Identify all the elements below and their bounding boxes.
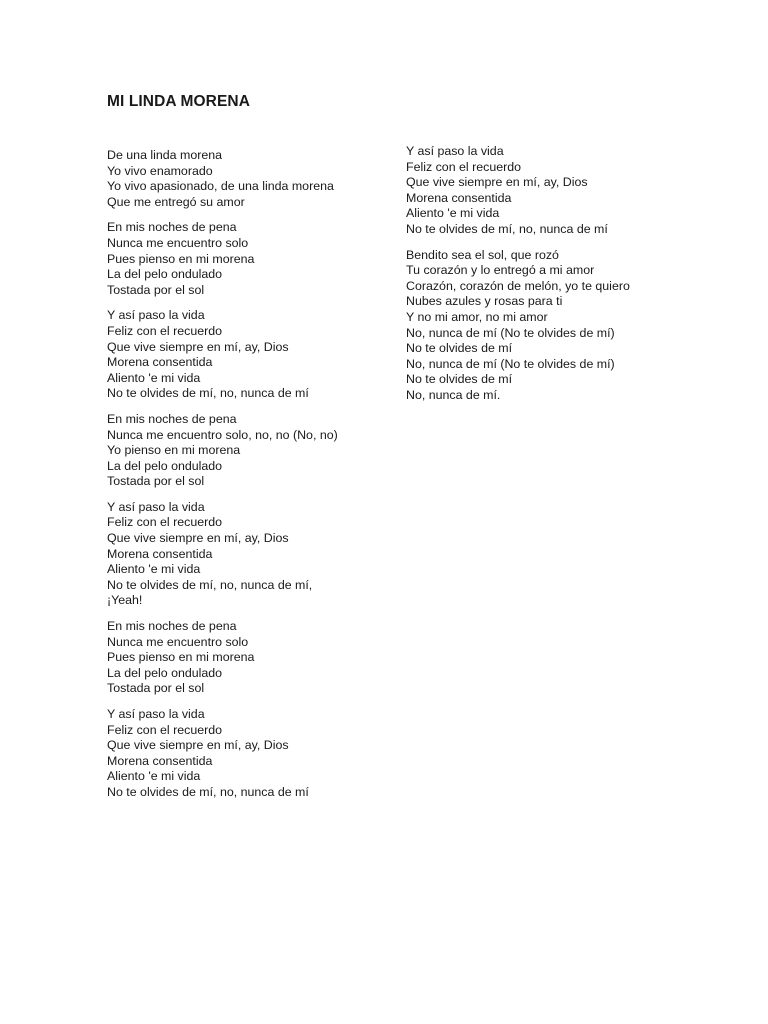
- lyric-line: Que me entregó su amor: [107, 194, 245, 209]
- lyric-line: En mis noches de pena: [107, 220, 237, 235]
- lyric-line: No te olvides de mí: [406, 341, 513, 356]
- lyric-line: Tostada por el sol: [107, 681, 205, 696]
- lyric-line: Y así paso la vida: [406, 144, 504, 158]
- stanza: [107, 619, 427, 697]
- stanza: [406, 144, 726, 238]
- lyric-line: Yo pienso en mi morena: [107, 443, 241, 458]
- lyric-line: Feliz con el recuerdo: [107, 323, 223, 338]
- lyric-line: Morena consentida: [406, 190, 512, 205]
- lyric-line: No te olvides de mí, no, nunca de mí,: [107, 577, 313, 592]
- lyric-line: No, nunca de mí (No te olvides de mí): [406, 325, 615, 340]
- lyrics-left-column: [107, 148, 427, 811]
- lyric-line: En mis noches de pena: [107, 619, 237, 634]
- stanza: [406, 248, 726, 404]
- lyrics-right-column: [406, 144, 726, 414]
- song-title: MI LINDA MORENA: [107, 93, 250, 110]
- lyric-line: No te olvides de mí: [406, 372, 513, 387]
- lyric-line: Tu corazón y lo entregó a mi amor: [406, 263, 595, 278]
- lyric-line: Yo vivo enamorado: [107, 163, 213, 178]
- stanza: [107, 412, 427, 490]
- lyric-line: Morena consentida: [107, 546, 213, 561]
- lyric-line: Y no mi amor, no mi amor: [406, 309, 548, 324]
- lyric-line: Morena consentida: [107, 753, 213, 768]
- lyric-line: Y así paso la vida: [107, 308, 205, 323]
- lyric-line: La del pelo ondulado: [107, 665, 223, 680]
- lyric-line: Pues pienso en mi morena: [107, 650, 255, 665]
- lyric-line: Feliz con el recuerdo: [107, 722, 223, 737]
- lyric-line: Yo vivo apasionado, de una linda morena: [107, 179, 334, 194]
- lyric-line: Aliento 'e mi vida: [406, 206, 500, 221]
- lyric-line: No te olvides de mí, no, nunca de mí: [107, 386, 309, 401]
- stanza: [107, 500, 427, 609]
- lyric-line: ¡Yeah!: [107, 593, 143, 608]
- lyric-line: De una linda morena: [107, 148, 223, 162]
- lyric-line: Aliento 'e mi vida: [107, 562, 201, 577]
- lyric-line: En mis noches de pena: [107, 411, 237, 426]
- lyric-line: Tostada por el sol: [107, 474, 205, 489]
- lyric-line: Morena consentida: [107, 355, 213, 370]
- lyric-line: Que vive siempre en mí, ay, Dios: [406, 175, 588, 190]
- lyric-line: Feliz con el recuerdo: [406, 159, 522, 174]
- lyric-line: La del pelo ondulado: [107, 458, 223, 473]
- lyric-line: Nubes azules y rosas para ti: [406, 294, 563, 309]
- lyric-line: La del pelo ondulado: [107, 267, 223, 282]
- lyric-line: Que vive siempre en mí, ay, Dios: [107, 738, 289, 753]
- lyric-line: Bendito sea el sol, que rozó: [406, 247, 559, 262]
- lyric-line: Nunca me encuentro solo, no, no (No, no): [107, 427, 338, 442]
- stanza: [107, 308, 427, 402]
- lyric-line: Que vive siempre en mí, ay, Dios: [107, 339, 289, 354]
- lyric-line: Tostada por el sol: [107, 282, 205, 297]
- lyric-line: Que vive siempre en mí, ay, Dios: [107, 531, 289, 546]
- stanza: [107, 220, 427, 298]
- stanza: [107, 707, 427, 801]
- lyric-line: No, nunca de mí.: [406, 387, 501, 402]
- lyric-line: Y así paso la vida: [107, 707, 205, 721]
- lyric-line: Nunca me encuentro solo: [107, 235, 249, 250]
- lyric-line: Aliento 'e mi vida: [107, 370, 201, 385]
- lyric-line: No te olvides de mí, no, nunca de mí: [406, 221, 608, 236]
- lyric-line: Feliz con el recuerdo: [107, 515, 223, 530]
- lyric-line: No te olvides de mí, no, nunca de mí: [107, 784, 309, 799]
- lyric-line: Y así paso la vida: [107, 499, 205, 514]
- lyric-line: Aliento 'e mi vida: [107, 769, 201, 784]
- stanza: [107, 148, 427, 210]
- lyric-line: No, nunca de mí (No te olvides de mí): [406, 356, 615, 371]
- lyric-line: Pues pienso en mi morena: [107, 251, 255, 266]
- lyric-line: Corazón, corazón de melón, yo te quiero: [406, 278, 630, 293]
- lyric-line: Nunca me encuentro solo: [107, 634, 249, 649]
